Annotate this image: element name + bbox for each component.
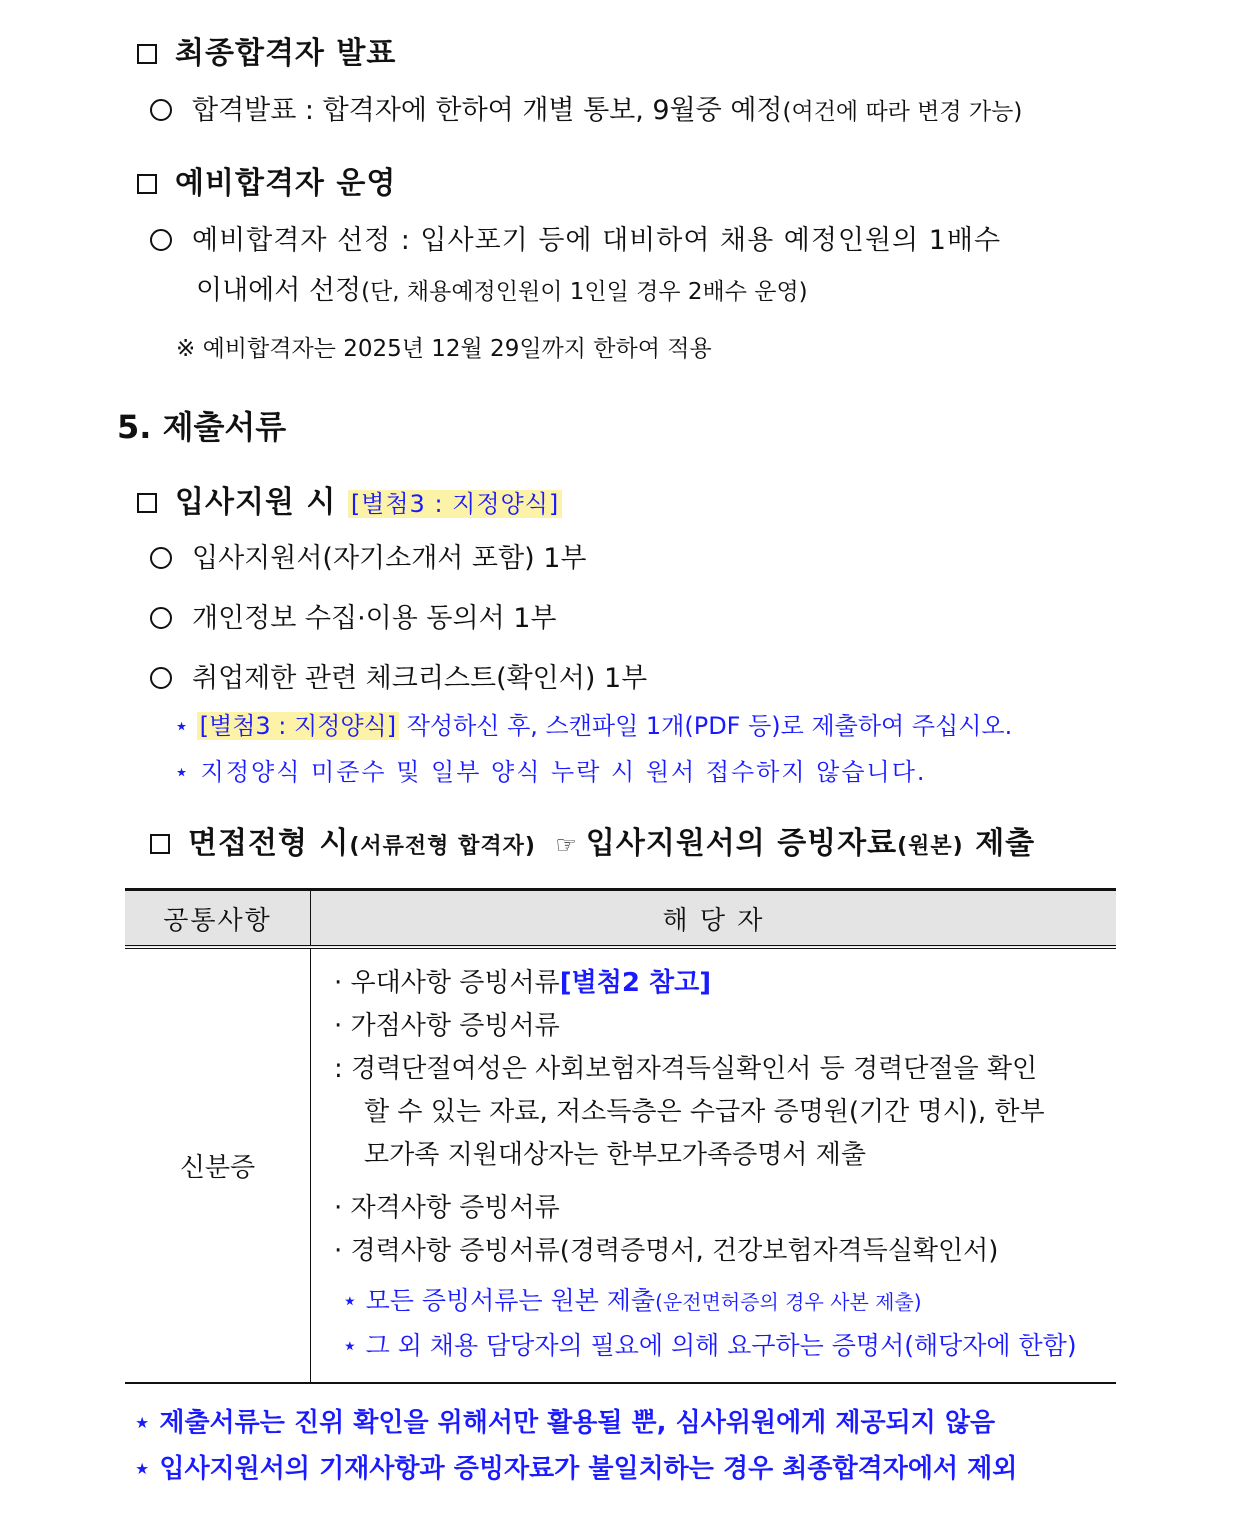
checkbox-square-icon xyxy=(137,493,157,513)
reserve-item-line1: 예비합격자 선정 : 입사포기 등에 대비하여 채용 예정인원의 1배수 xyxy=(150,218,1001,257)
apply-item: 취업제한 관련 체크리스트(확인서) 1부 xyxy=(150,656,647,695)
final-heading: 최종합격자 발표 xyxy=(137,28,396,72)
section-title: 5. 제출서류 xyxy=(117,408,287,446)
detail-line: · 자격사항 증빙서류 xyxy=(334,1193,560,1223)
detail-star-note: ⋆ 그 외 채용 담당자의 필요에 의해 요구하는 증명서(해당자에 한함) xyxy=(342,1331,1077,1360)
apply-item: 입사지원서(자기소개서 포함) 1부 xyxy=(150,536,586,575)
apply-item: 개인정보 수집·이용 동의서 1부 xyxy=(150,596,557,635)
checkbox-square-icon xyxy=(137,44,157,64)
table-header-common: 공통사항 xyxy=(125,890,311,948)
apply-heading: 입사지원 시 [별첨3 : 지정양식] xyxy=(137,477,562,521)
checkbox-square-icon xyxy=(150,834,170,854)
interview-heading: 면접전형 시(서류전형 합격자) ☞ 입사지원서의 증빙자료(원본) 제출 xyxy=(150,818,1035,862)
detail-star-note: ⋆ 모든 증빙서류는 원본 제출(운전면허증의 경우 사본 제출) xyxy=(342,1286,922,1315)
detail-line: 모가족 지원대상자는 한부모가족증명서 제출 xyxy=(364,1140,866,1170)
table-header-row xyxy=(125,890,1116,948)
detail-line: 할 수 있는 자료, 저소득층은 수급자 증명원(기간 명시), 한부 xyxy=(364,1097,1045,1127)
apply-note-1: ⋆ [별첨3 : 지정양식] 작성하신 후, 스캔파일 1개(PDF 등)로 제출하여 주십시오. xyxy=(174,712,1013,740)
table-row xyxy=(125,947,1116,1383)
footer-note-2: ⋆ 입사지원서의 기재사항과 증빙자료가 불일치하는 경우 최종합격자에서 제외 xyxy=(134,1454,1018,1484)
table-header-applicable: 해 당 자 xyxy=(311,890,1117,948)
checkbox-square-icon xyxy=(137,174,157,194)
circle-bullet-icon xyxy=(150,607,172,629)
star-icon: ⋆ xyxy=(174,712,197,740)
detail-line: : 경력단절여성은 사회보험자격득실확인서 등 경력단절을 확인 xyxy=(334,1054,1038,1084)
reserve-item-line2: 이내에서 선정(단, 채용예정인원이 1인일 경우 2배수 운영) xyxy=(196,275,808,306)
circle-bullet-icon xyxy=(150,667,172,689)
circle-bullet-icon xyxy=(150,229,172,251)
detail-line: · 가점사항 증빙서류 xyxy=(334,1011,560,1041)
apply-note-2: ⋆ 지정양식 미준수 및 일부 양식 누락 시 원서 접수하지 않습니다. xyxy=(174,758,927,786)
documents-table xyxy=(125,888,1116,1384)
detail-line: · 우대사항 증빙서류[별첨2 참고] xyxy=(334,968,712,998)
reserve-heading: 예비합격자 운영 xyxy=(137,158,396,202)
circle-bullet-icon xyxy=(150,547,172,569)
table-cell-id-card: 신분증 xyxy=(125,947,311,1383)
circle-bullet-icon xyxy=(150,99,172,121)
table-cell-details xyxy=(311,947,1117,1383)
reserve-note: ※ 예비합격자는 2025년 12월 29일까지 한하여 적용 xyxy=(176,336,712,362)
apply-attachment-tag: [별첨3 : 지정양식] xyxy=(348,490,562,518)
star-icon: ⋆ xyxy=(174,758,201,786)
footer-note-1: ⋆ 제출서류는 진위 확인을 위해서만 활용될 뿐, 심사위원에게 제공되지 않음 xyxy=(134,1408,996,1438)
pointing-hand-icon: ☞ xyxy=(555,831,578,859)
final-item: 합격발표 : 합격자에 한하여 개별 통보, 9월중 예정(여건에 따라 변경 가능) xyxy=(150,88,1022,127)
detail-line: · 경력사항 증빙서류(경력증명서, 건강보험자격득실확인서) xyxy=(334,1236,999,1266)
